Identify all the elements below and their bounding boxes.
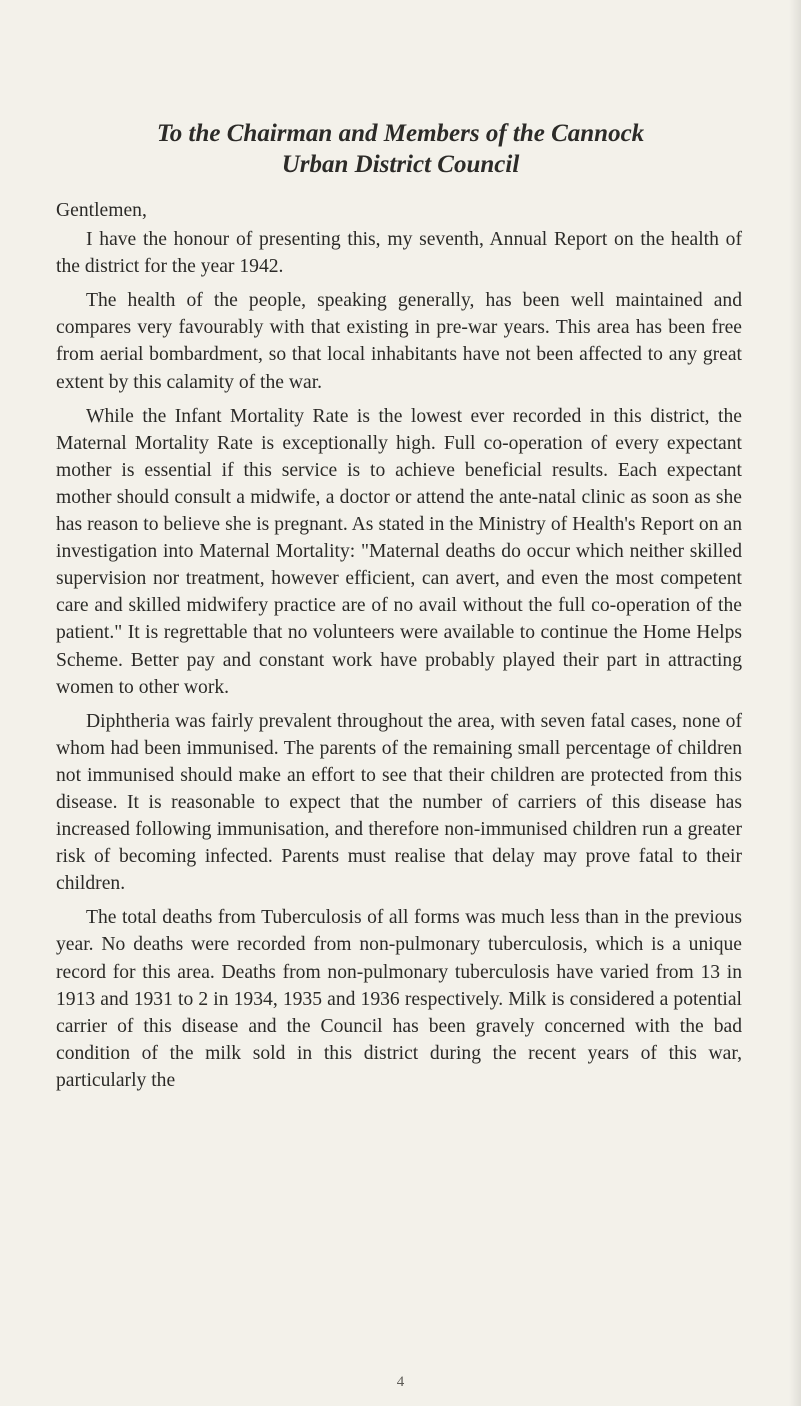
page-number: 4	[396, 1374, 405, 1390]
paragraph-maternal-mortality: While the Infant Mortality Rate is the lowest ever recorded in this district, the Maternal Mortality Rate is exceptionally high. Full co-operation of every expectant mother is essential if this service is to achieve beneficial results. Each expectant mother should consult a midwife, a doctor or attend the ante-natal clinic as soon as she has reason to believe she is pregnant. As stated in the Ministry of Health's Report on an investigation into Maternal Mortality: "Maternal deaths do occur which neither skilled supervision nor treatment, however efficient, can avert, and even the most competent care and skilled midwifery practice are of no avail without the full co-operation of the patient." It is regrettable that no volunteers were available to continue the Home Helps Scheme. Better pay and constant work have probably played their part in attracting women to other work.	[56, 405, 742, 698]
page-edge-shadow	[789, 0, 801, 1406]
page-title	[0, 118, 801, 180]
report-body	[56, 197, 742, 1101]
paragraph-introduction: I have the honour of presenting this, my seventh, Annual Report on the health of the district for the year 1942.	[56, 229, 742, 278]
paragraph-diphtheria: Diphtheria was fairly prevalent throughout the area, with seven fatal cases, none of whom had been immunised. The parents of the remaining small percentage of children not immunised should make an effort to see that their children are protected from this disease. It is reasonable to expect that the number of carriers of this disease has increased following immunisation, and therefore non-immunised children run a greater risk of becoming infected. Parents must realise that delay may prove fatal to their children.	[56, 710, 742, 895]
paragraph-tuberculosis: The total deaths from Tuberculosis of all forms was much less than in the previous year. No deaths were recorded from non-pulmonary tuberculosis, which is a unique record for this area. Deaths from non-pulmonary tuberculosis have varied from 13 in 1913 and 1931 to 2 in 1934, 1935 and 1936 respectively. Milk is considered a potential carrier of this disease and the Council has been gravely concerned with the bad condition of the milk sold in this district during the recent years of this war, particularly the	[56, 907, 742, 1091]
title-line-1: To the Chairman and Members of the Cannock	[156, 120, 645, 147]
salutation: Gentlemen,	[56, 200, 147, 221]
title-line-2: Urban District Council	[281, 151, 520, 178]
paragraph-general-health: The health of the people, speaking generally, has been well maintained and compares very favourably with that existing in pre-war years. This area has been free from aerial bombardment, so that local inhabitants have not been affected to any great extent by this calamity of the war.	[56, 290, 742, 393]
